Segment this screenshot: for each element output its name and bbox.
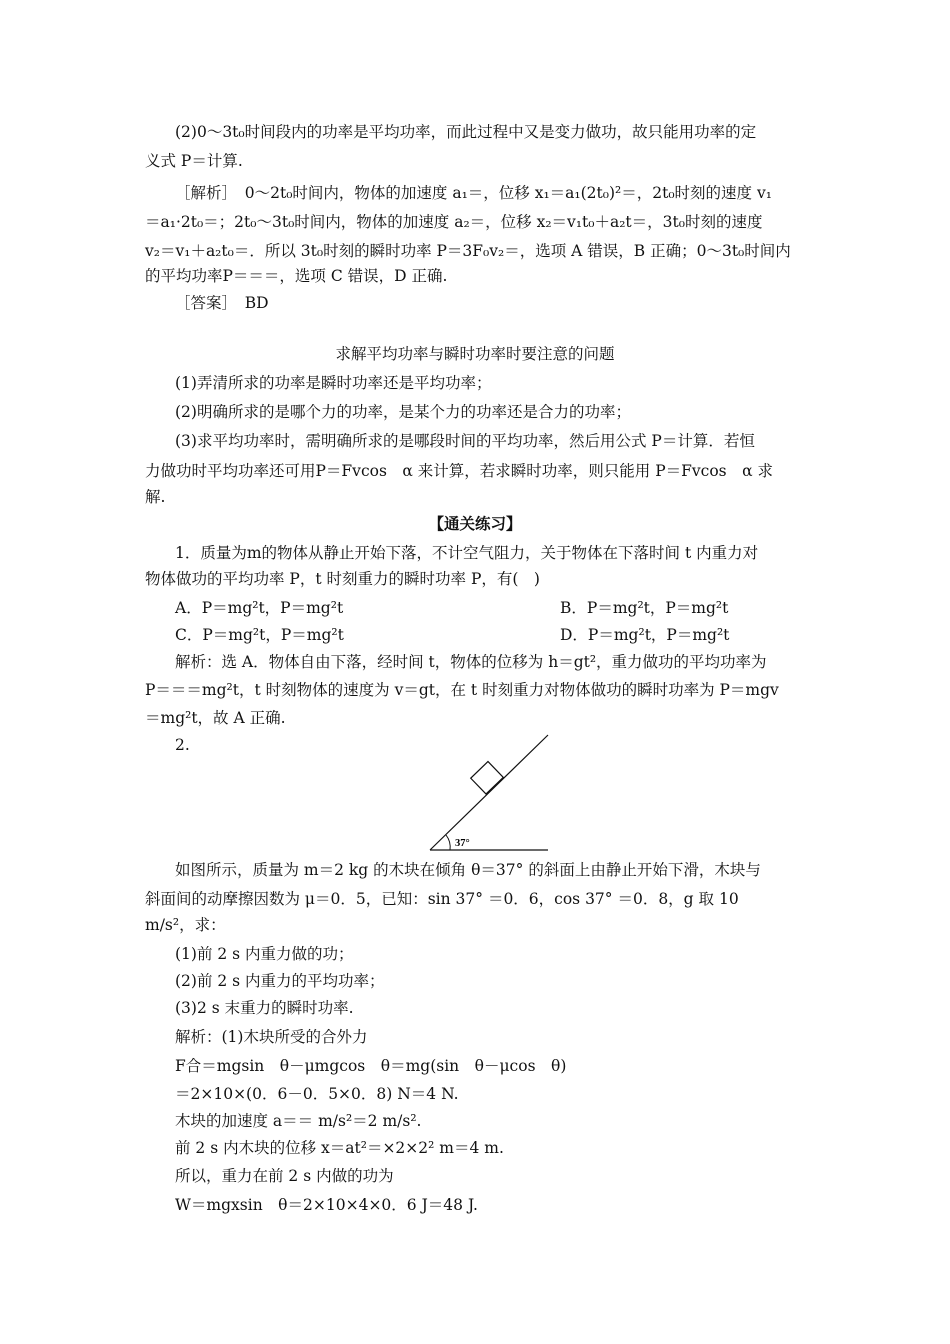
solution-1-line: 解析：选 A．物体自由下落，经时间 t，物体的位移为 h＝gt²，重力做功的平均功率为 [175, 653, 767, 671]
question-2-line: m/s²，求： [145, 916, 226, 934]
question-2-line: 如图所示，质量为 m＝2 kg 的木块在倾角 θ＝37° 的斜面上由静止开始下滑，木块与 [175, 861, 761, 879]
analysis-line: v₂＝v₁＋a₂t₀＝．所以 3t₀时刻的瞬时功率 P＝3F₀v₂＝，选项 A 错误，B 正确；0～3t₀时间内 [145, 242, 791, 260]
solution-2-line: 所以，重力在前 2 s 内做的功为 [175, 1167, 394, 1185]
option-d: D．P＝mg²t，P＝mg²t [560, 626, 730, 644]
incline-line [430, 735, 548, 850]
subquestion: (3)2 s 末重力的瞬时功率. [175, 999, 354, 1017]
analysis-line: 的平均功率P＝＝＝，选项 C 错误，D 正确. [145, 267, 448, 285]
solution-2-line: 木块的加速度 a＝＝ m/s²＝2 m/s². [175, 1112, 422, 1130]
angle-arc [446, 835, 450, 850]
incline-diagram [428, 732, 550, 852]
note-item: (2)明确所求的是哪个力的功率，是某个力的功率还是合力的功率； [175, 403, 631, 421]
solution-1-line: ＝mg²t，故 A 正确. [145, 709, 286, 727]
question-2-line: 斜面间的动摩擦因数为 μ＝0．5，已知：sin 37° ＝0．6，cos 37° ＝0．8，g 取 10 [145, 890, 739, 908]
paragraph-line: 义式 P＝计算. [145, 152, 243, 170]
answer-line: ［答案］ BD [175, 294, 269, 312]
solution-2-line: F合＝mgsin θ－μmgcos θ＝mg(sin θ－μcos θ) [175, 1057, 567, 1075]
note-title: 求解平均功率与瞬时功率时要注意的问题 [335, 345, 615, 363]
solution-2-line: ＝2×10×(0．6－0．5×0．8) N＝4 N. [175, 1085, 459, 1103]
option-c: C．P＝mg²t，P＝mg²t [175, 626, 344, 644]
note-item: (1)弄清所求的功率是瞬时功率还是平均功率； [175, 374, 492, 392]
note-item: (3)求平均功率时，需明确所求的是哪段时间的平均功率，然后用公式 P＝计算．若恒 [175, 432, 755, 450]
solution-2-line: W＝mgxsin θ＝2×10×4×0．6 J＝48 J. [175, 1196, 478, 1214]
subquestion: (2)前 2 s 内重力的平均功率； [175, 972, 385, 990]
angle-label: 37° [455, 838, 470, 849]
solution-1-line: P＝＝＝mg²t，t 时刻物体的速度为 v＝gt，在 t 时刻重力对物体做功的瞬时功率为 P＝mgv [145, 681, 779, 699]
question-1-line: 1．质量为m的物体从静止开始下落，不计空气阻力，关于物体在下落时间 t 内重力对 [175, 544, 759, 562]
option-a: A．P＝mg²t，P＝mg²t [175, 599, 344, 617]
wooden-block [471, 762, 504, 794]
paragraph-line: (2)0～3t₀时间段内的功率是平均功率，而此过程中又是变力做功，故只能用功率的定 [175, 123, 757, 141]
analysis-line: ［解析］ 0～2t₀时间内，物体的加速度 a₁＝，位移 x₁＝a₁(2t₀)²＝，2t₀时刻的速度 v₁ [175, 184, 772, 202]
note-item: 解. [145, 488, 166, 506]
note-item: 力做功时平均功率还可用P＝Fvcos α 来计算，若求瞬时功率，则只能用 P＝Fvcos α 求 [145, 462, 774, 480]
solution-2-line: 前 2 s 内木块的位移 x＝at²＝×2×2² m＝4 m. [175, 1139, 504, 1157]
question-2-number: 2. [175, 736, 190, 754]
solution-2-line: 解析：(1)木块所受的合外力 [175, 1028, 368, 1046]
subquestion: (1)前 2 s 内重力做的功； [175, 945, 354, 963]
question-1-line: 物体做功的平均功率 P，t 时刻重力的瞬时功率 P，有( ) [145, 570, 540, 588]
practice-title: 【通关练习】 [428, 514, 522, 533]
option-b: B．P＝mg²t，P＝mg²t [560, 599, 729, 617]
analysis-line: ＝a₁·2t₀＝；2t₀～3t₀时间内，物体的加速度 a₂＝，位移 x₂＝v₁t₀＋a₂t＝，3t₀时刻的速度 [145, 213, 763, 231]
